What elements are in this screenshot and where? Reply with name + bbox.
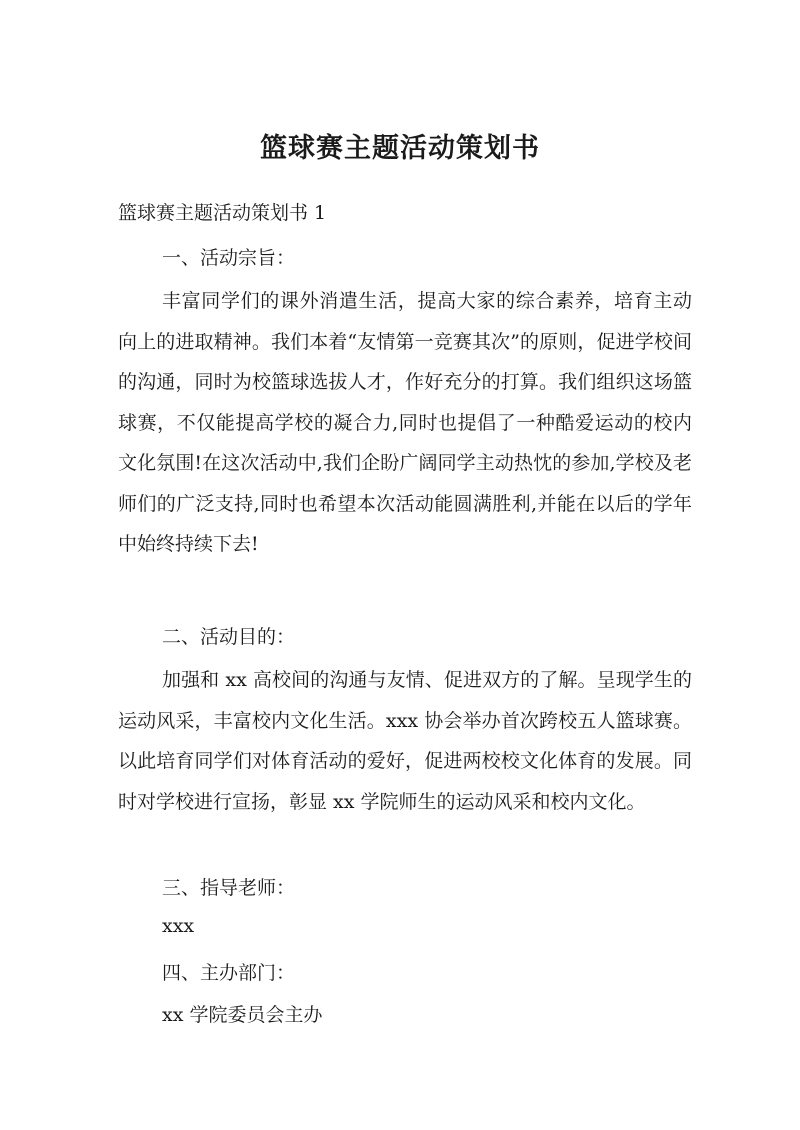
section-body-advisor: xxx (162, 915, 195, 937)
section-heading-purpose: 一、活动宗旨： (162, 247, 296, 269)
document-title: 篮球赛主题活动策划书 (260, 133, 540, 164)
section-body-purpose: 丰富同学们的课外消遣生活，提高大家的综合素养，培育主动向上的进取精神。我们本着“友情第一竞赛其次”的原则，促进学校间的沟通，同时为校篮球选拔人才，作好充分的打算。我们组织这场篮球赛，不仅能提高学校的凝合力,同时也提倡了一种酷爱运动的校内文化氛围!在这次活动中,我们企盼广阔同学主动热忱的参加,学校及老师们的广泛支持,同时也希望本次活动能圆满胜利,并能在以后的学年中始终持续下去! (118, 290, 692, 555)
document-subtitle: 篮球赛主题活动策划书 1 (118, 202, 327, 224)
section-body-goal: 加强和 xx 高校间的沟通与友情、促进双方的了解。呈现学生的运动风采，丰富校内文化生活。xxx 协会举办首次跨校五人篮球赛。以此培育同学们对体育活动的爱好，促进两校校文化体育的发展。同时对学校进行宣扬，彰显 xx 学院师生的运动风采和校内文化。 (118, 669, 692, 813)
section-heading-goal: 二、活动目的： (162, 626, 296, 648)
section-body-organizer: xx 学院委员会主办 (162, 1004, 323, 1026)
section-heading-organizer: 四、主办部门： (162, 962, 296, 984)
section-heading-advisor: 三、指导老师： (162, 877, 296, 899)
